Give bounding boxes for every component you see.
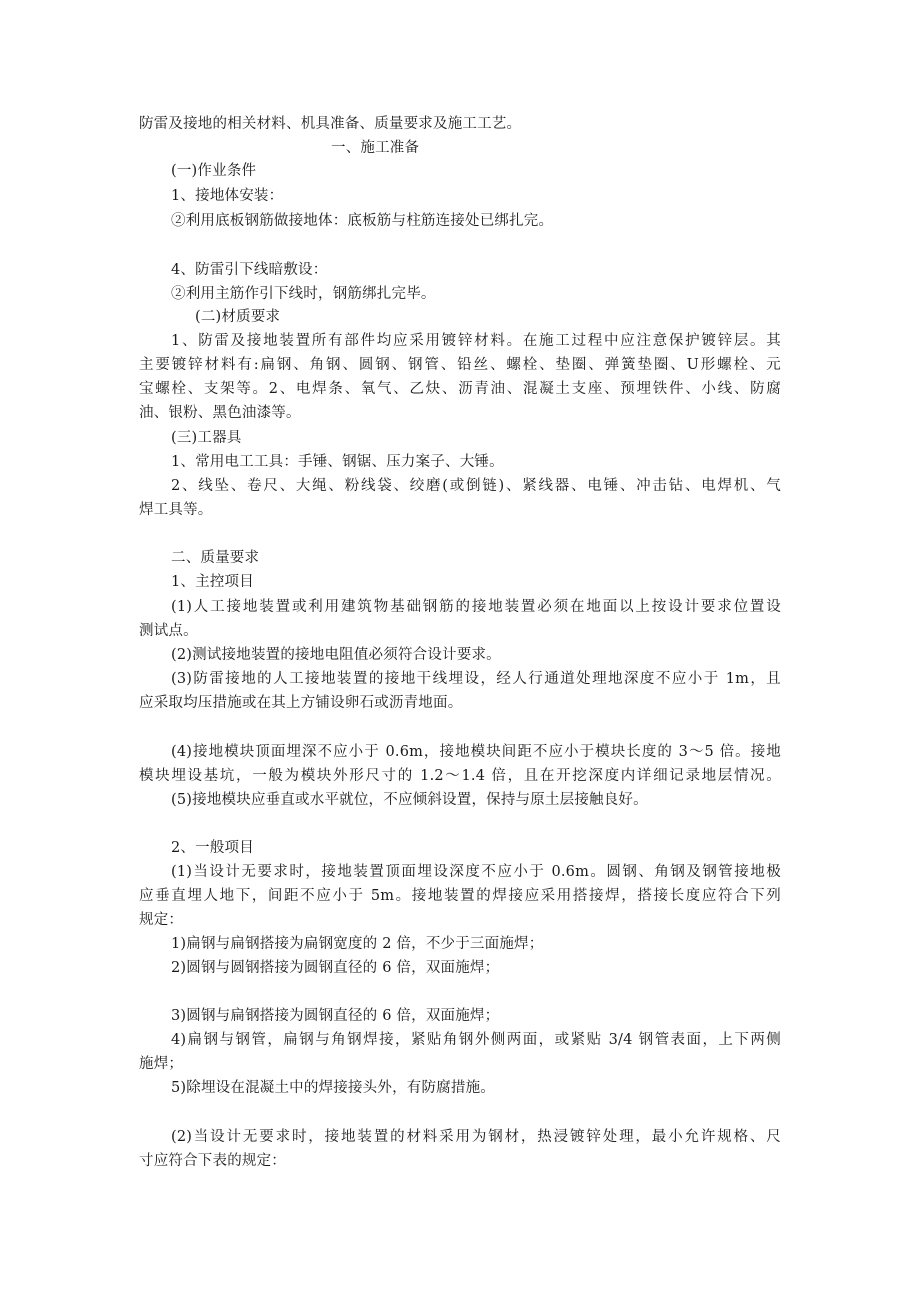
text-line: 4、防雷引下线暗敷设： (171, 262, 328, 278)
text-line: 2、线坠、卷尺、大绳、粉线袋、绞磨(或倒链)、紧线器、电锤、冲击钻、电焊机、气 (171, 478, 781, 494)
text-line: (4)接地模块顶面埋深不应小于 0.6m，接地模块间距不应小于模块长度的 3～5 倍。接地 (171, 744, 781, 760)
section-title-construction-prep: 一、施工准备 (331, 140, 420, 156)
text-line: 应采取均压措施或在其上方铺设卵石或沥青地面。 (139, 695, 463, 711)
text-line: ②利用主筋作引下线时，钢筋绑扎完毕。 (171, 286, 436, 302)
text-line: ②利用底板钢筋做接地体：底板筋与柱筋连接处已绑扎完。 (171, 213, 554, 229)
text-line: 油、银粉、黑色油漆等。 (139, 405, 301, 421)
text-line: 1)扁钢与扁钢搭接为扁钢宽度的 2 倍，不少于三面施焊； (171, 936, 544, 952)
text-line: (2)当设计无要求时，接地装置的材料采用为钢材，热浸镀锌处理，最小允许规格、尺 (171, 1129, 781, 1145)
text-line: 测试点。 (139, 623, 198, 639)
text-line: (5)接地模块应垂直或水平就位，不应倾斜设置，保持与原土层接触良好。 (171, 792, 648, 808)
text-line: 寸应符合下表的规定： (139, 1153, 286, 1169)
text-line: 1、防雷及接地装置所有部件均应采用镀锌材料。在施工过程中应注意保护镀锌层。其 (171, 333, 781, 349)
heading-materials: (二)材质要求 (195, 309, 281, 325)
text-line: 2)圆钢与圆钢搭接为圆钢直径的 6 倍，双面施焊； (171, 960, 500, 976)
text-line: (3)防雷接地的人工接地装置的接地干线埋设，经人行通道处理地深度不应小于 1m，且 (171, 671, 781, 687)
heading-tools: (三)工器具 (171, 430, 242, 446)
section-title-quality: 二、质量要求 (171, 550, 260, 566)
text-line: 主要镀锌材料有:扁钢、角钢、圆钢、钢管、铅丝、螺栓、垫圈、弹簧垫圈、U形螺栓、元 (139, 357, 781, 373)
text-line: 5)除埋设在混凝土中的焊接接头外，有防腐措施。 (171, 1080, 495, 1096)
text-line: 3)圆钢与扁钢搭接为圆钢直径的 6 倍，双面施焊； (171, 1008, 500, 1024)
text-line: 模块埋设基坑，一般为模块外形尺寸的 1.2～1.4 倍，且在开挖深度内详细记录地层情况。 (139, 768, 781, 784)
text-line: 宝螺栓、支架等。2、电焊条、氧气、乙炔、沥青油、混凝土支座、预埋铁件、小线、防腐 (139, 381, 781, 397)
text-line: 规定： (139, 912, 184, 928)
text-line: 1、常用电工工具：手锤、钢锯、压力案子、大锤。 (171, 454, 504, 470)
text-line: 应垂直埋人地下，间距不应小于 5m。接地装置的焊接应采用搭接焊，搭接长度应符合下列 (139, 888, 781, 904)
text-line: 1、接地体安装： (171, 188, 284, 204)
text-line: 焊工具等。 (139, 502, 213, 518)
text-line: (1)当设计无要求时，接地装置顶面埋设深度不应小于 0.6m。圆钢、角钢及钢管接地极 (171, 864, 781, 880)
text-line: 施焊； (139, 1056, 184, 1072)
intro-text: 防雷及接地的相关材料、机具准备、质量要求及施工工艺。 (139, 116, 522, 132)
text-line: (1)人工接地装置或利用建筑物基础钢筋的接地装置必须在地面以上按设计要求位置设 (171, 599, 781, 615)
heading-main-items: 1、主控项目 (171, 574, 254, 590)
text-line: 4)扁钢与钢管，扁钢与角钢焊接，紧贴角钢外侧两面，或紧贴 3/4 钢管表面，上下两侧 (171, 1032, 781, 1048)
heading-work-conditions: (一)作业条件 (171, 163, 257, 179)
text-line: (2)测试接地装置的接地电阻值必须符合设计要求。 (171, 647, 501, 663)
heading-general-items: 2、一般项目 (171, 840, 254, 856)
